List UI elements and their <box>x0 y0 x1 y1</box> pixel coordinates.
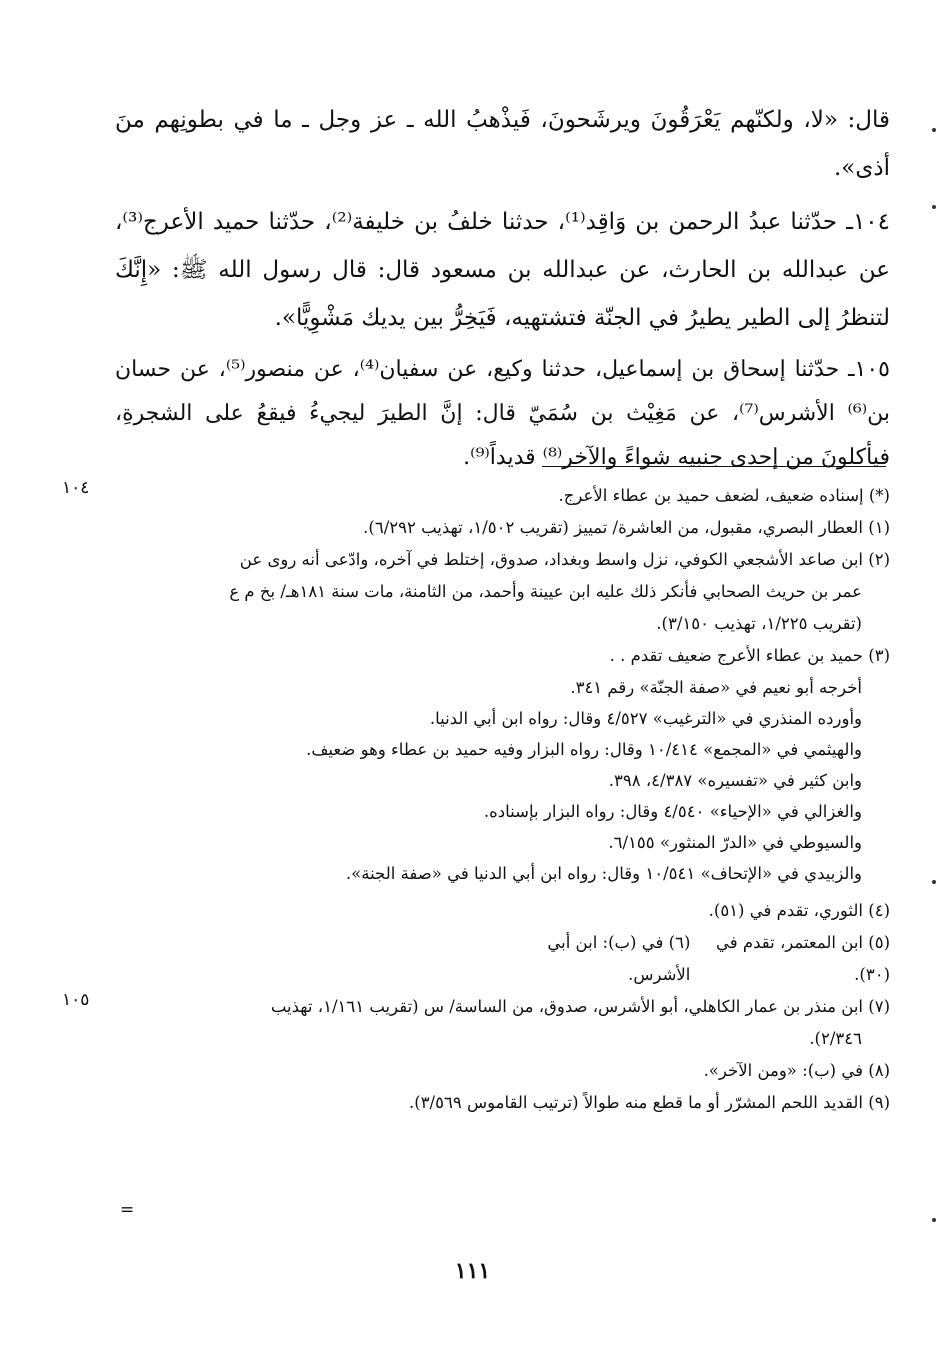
footnote-star: (*) إسناده ضعيف، لضعف حميد بن عطاء الأعرج. <box>558 486 890 505</box>
takhrij-line-2: وأورده المنذري في «الترغيب» ٤/٥٢٧ وقال: رواه ابن أبي الدنيا. <box>429 709 862 728</box>
footnote-7-line-2: ٢/٣٤٦). <box>809 1029 862 1048</box>
footnote-4: (٤) الثوري، تقدم في (٥١). <box>708 901 890 920</box>
main-text <box>115 96 890 486</box>
footnote-separator <box>542 466 886 467</box>
footnote-2-line-1: (٢) ابن صاعد الأشجعي الكوفي، نزل واسط وبغداد، صدوق، إختلط في آخره، وادّعى أنه روى عن <box>239 550 890 569</box>
scan-speck <box>932 205 936 209</box>
continuation-mark: = <box>120 1200 135 1220</box>
scan-speck <box>932 1218 936 1222</box>
footnote-2-line-2: عمر بن حريث الصحابي فأنكر ذلك عليه ابن عيينة وأحمد، من الثامنة، مات سنة ١٨١هـ/ بخ م ع <box>229 582 862 601</box>
page-number: ١١١ <box>454 1258 491 1284</box>
takhrij-line-6: والسيوطي في «الدرّ المنثور» ٦/١٥٥. <box>608 833 862 852</box>
margin-number-105: ١٠٥ <box>62 990 90 1010</box>
footnote-9: (٩) القديد اللحم المشرّر أو ما قطع منه طوالاً (ترتيب القاموس ٣/٥٦٩). <box>409 1093 890 1112</box>
footnote-5: (٥) ابن المعتمر، تقدم في (٣٠). <box>716 933 890 984</box>
footnote-1: (١) العطار البصري، مقبول، من العاشرة/ تمييز (تقريب ١/٥٠٢، تهذيب ٦/٢٩٢). <box>363 518 890 537</box>
footnote-6: (٦) في (ب): ابن أبي الأشرس. <box>547 933 691 984</box>
takhrij-line-1: أخرجه أبو نعيم في «صفة الجنّة» رقم ٣٤١. <box>570 678 862 697</box>
footnote-7-line-1: (٧) ابن منذر بن عمار الكاهلي، أبو الأشرس، صدوق، من الساسة/ س (تقريب ١/١٦١، تهذيب <box>270 997 890 1016</box>
takhrij-line-7: والزبيدي في «الإتحاف» ١٠/٥٤١ وقال: رواه ابن أبي الدنيا في «صفة الجنة». <box>345 864 862 883</box>
footnote-2-line-3: (تقريب ١/٢٢٥، تهذيب ٣/١٥٠). <box>656 614 862 633</box>
hadith-104: ١٠٤ـ حدّثنا عبدُ الرحمن بن وَاقِد⁽¹⁾، حدثنا خلفُ بن خليفة⁽²⁾، حدّثنا حميد الأعرج⁽³⁾، عن عبدالله بن الحارث، عن عبدالله بن مسعود قال: قال رسول الله ﷺ: «إِنَّكَ لتنظرُ إلى الطير يطيرُ في الجنّة فتشتهيه، فَيَخِرُّ بين يديك مَشْوِيًّا». <box>115 209 891 331</box>
footnote-8: (٨) في (ب): «ومن الآخر». <box>703 1061 890 1080</box>
scan-speck <box>932 128 936 132</box>
footnotes <box>115 480 890 1119</box>
footnote-3: (٣) حميد بن عطاء الأعرج ضعيف تقدم . . <box>609 646 890 665</box>
hadith-105: ١٠٥ـ حدّثنا إسحاق بن إسماعيل، حدثنا وكيع، عن سفيان⁽⁴⁾، عن منصور⁽⁵⁾، عن حسان بن⁽⁶⁾ الأشرس⁽⁷⁾، عن مَغِيْث بن سُمَيّ قال: إنَّ الطيرَ ليجيءُ فيقعُ على الشجرةِ، فيأكلونَ من إحدى جنبيه شواءً والآخر⁽⁸⁾ قديداً⁽⁹⁾. <box>115 357 891 470</box>
takhrij-line-5: والغزالي في «الإحياء» ٤/٥٤٠ وقال: رواه البزار بإسناده. <box>483 802 862 821</box>
takhrij-line-3: والهيثمي في «المجمع» ١٠/٤١٤ وقال: رواه البزار وفيه حميد بن عطاء وهو ضعيف. <box>306 740 862 759</box>
paragraph-continuation: قال: «لا، ولكنّهم يَعْرَقُونَ ويرشَحونَ، فَيذْهبُ الله ـ عز وجل ـ ما في بطونِهم منَ أذى». <box>115 107 890 181</box>
margin-number-104: ١٠٤ <box>62 478 90 498</box>
takhrij-line-4: وابن كثير في «تفسيره» ٤/٣٨٧، ٣٩٨. <box>608 771 862 790</box>
footnotes-5-6-row <box>115 927 890 991</box>
scan-speck <box>932 880 936 884</box>
